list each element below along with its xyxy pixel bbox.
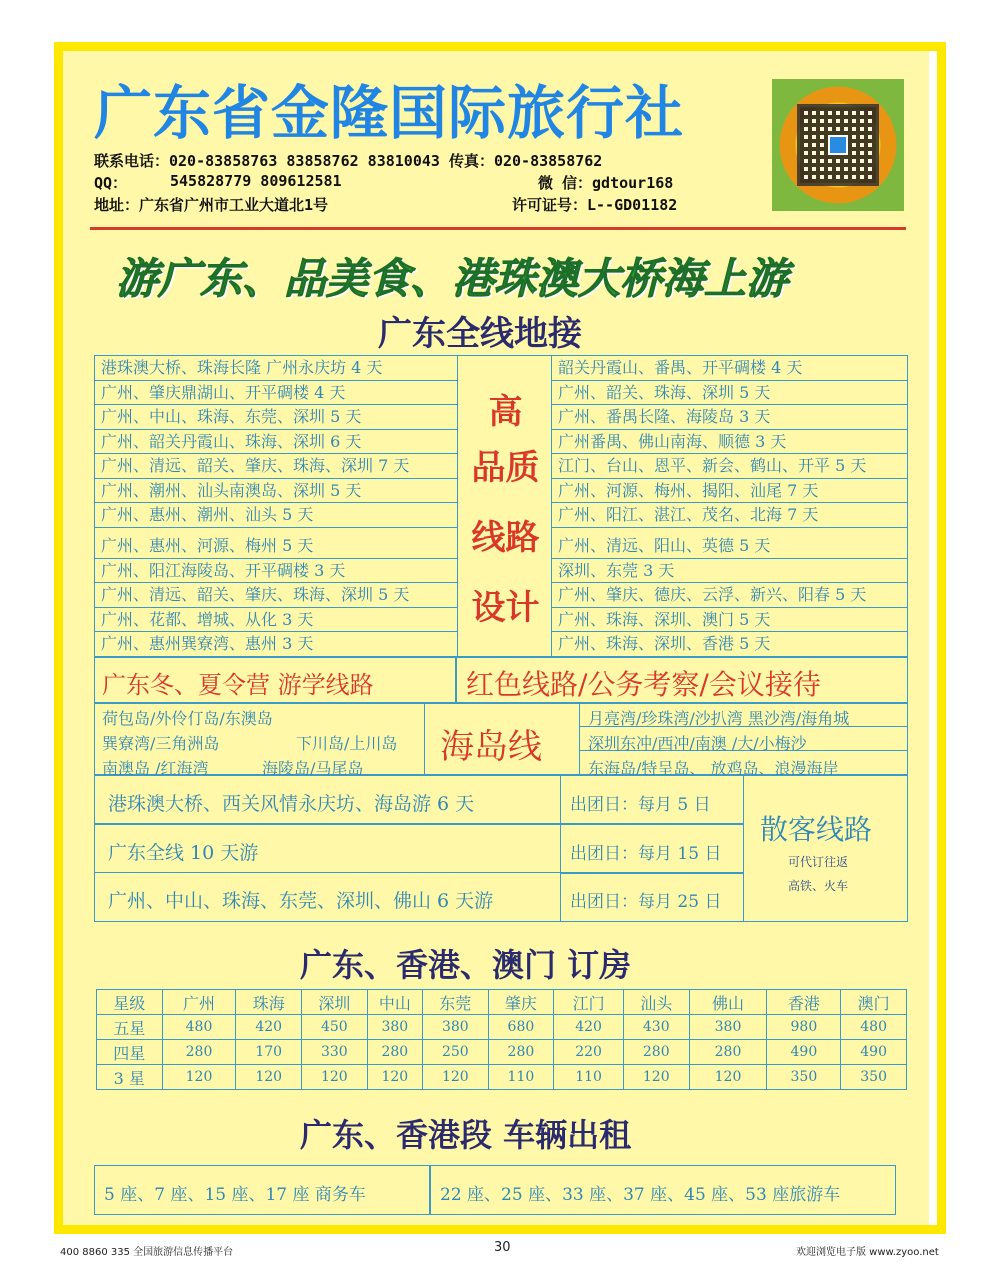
business-car-text: 5 座、7 座、15 座、17 座 商务车 (104, 1185, 366, 1205)
right-route-row: 广州、番禺长隆、海陵岛 3 天 (552, 405, 907, 430)
license-number: 许可证号：L--GD01182 (512, 196, 678, 214)
hotel-price-cell: 480 (841, 1015, 907, 1040)
hotel-price-cell: 420 (554, 1015, 624, 1040)
hotel-price-row (97, 1040, 907, 1065)
section-title-rental: 广东、香港段 车辆出租 (300, 1116, 632, 1154)
island-right-1: 月亮湾/珍珠湾/沙扒湾 黑沙湾/海角城 (588, 709, 850, 728)
island-left-4: 南澳岛 /红海湾 (102, 759, 209, 778)
right-route-row: 广州、珠海、深圳、澳门 5 天 (552, 608, 907, 633)
tour-name-3: 广州、中山、珠海、东莞、深圳、佛山 6 天游 (108, 890, 494, 912)
hotel-price-cell: 490 (767, 1040, 841, 1065)
left-route-row: 广州、惠州巽寮湾、惠州 3 天 (101, 634, 314, 653)
right-route-row: 广州、阳江、湛江、茂名、北海 7 天 (552, 503, 907, 528)
island-right-3: 东海岛/特呈岛、 放鸡岛、浪漫海岸 (588, 759, 839, 778)
hotel-price-cell: 250 (423, 1040, 489, 1065)
left-route-row: 广州、肇庆鼎湖山、开平碉楼 4 天 (95, 381, 457, 406)
hotel-header-row (97, 990, 907, 1015)
left-route-row: 广州、中山、珠海、东莞、深圳 5 天 (95, 405, 457, 430)
hotel-price-cell: 120 (162, 1065, 236, 1090)
scattered-tour-label: 散客线路 (760, 813, 873, 846)
hotel-price-table (96, 989, 907, 1090)
qq-label: QQ： (94, 174, 128, 192)
left-route-row: 广州、清远、韶关、肇庆、珠海、深圳 5 天 (95, 583, 457, 608)
hotel-price-cell: 350 (767, 1065, 841, 1090)
star-rating-cell: 五星 (97, 1015, 163, 1040)
hotel-price-cell: 120 (302, 1065, 368, 1090)
star-rating-cell: 3 星 (97, 1065, 163, 1090)
island-left-3: 下川岛/上川岛 (296, 734, 398, 753)
right-route-row: 广州番禺、佛山南海、顺德 3 天 (552, 430, 907, 455)
booking-note-1: 可代订往返 (788, 855, 849, 869)
quality-text-2: 品质 (471, 448, 540, 488)
footer-hotline: 400 8860 335 全国旅游信息传播平台 (60, 1247, 234, 1258)
hotel-price-row (97, 1065, 907, 1090)
hotel-price-cell: 120 (367, 1065, 422, 1090)
hotel-price-cell: 220 (554, 1040, 624, 1065)
island-left-1: 荷包岛/外伶仃岛/东澳岛 (102, 709, 273, 728)
hotel-price-cell: 280 (162, 1040, 236, 1065)
left-route-row: 广州、清远、韶关、肇庆、珠海、深圳 7 天 (95, 454, 457, 479)
hotel-price-cell: 280 (367, 1040, 422, 1065)
hotel-price-cell: 120 (236, 1065, 302, 1090)
left-route-row: 广州、惠州、潮州、汕头 5 天 (95, 503, 457, 528)
phone-line: 联系电话：020-83858763 83858762 83810043 传真：020-83858762 (94, 152, 603, 170)
hotel-price-cell: 120 (623, 1065, 689, 1090)
header-divider (90, 227, 906, 230)
hotel-header-cell: 广州 (162, 990, 236, 1015)
section-title-hotel: 广东、香港、澳门 订房 (300, 946, 632, 984)
left-route-row: 港珠澳大桥、珠海长隆 广州永庆坊 4 天 (95, 356, 457, 381)
right-route-row: 广州、珠海、深圳、香港 5 天 (558, 634, 771, 653)
qr-code-icon (772, 79, 904, 211)
camp-route-label: 广东冬、夏令营 游学线路 (102, 671, 374, 699)
hotel-header-cell: 珠海 (236, 990, 302, 1015)
hotel-price-cell: 680 (488, 1015, 554, 1040)
depart-date-3: 出团日：每月 25 日 (570, 892, 722, 912)
tour-bus-text: 22 座、25 座、33 座、37 座、45 座、53 座旅游车 (440, 1185, 841, 1205)
hotel-price-cell: 330 (302, 1040, 368, 1065)
hotel-price-cell: 450 (302, 1015, 368, 1040)
page-number: 30 (494, 1240, 511, 1255)
right-route-row: 广州、河源、梅州、揭阳、汕尾 7 天 (552, 479, 907, 504)
qr-logo-icon (828, 135, 848, 155)
hotel-header-cell: 香港 (767, 990, 841, 1015)
hotel-header-cell: 佛山 (689, 990, 767, 1015)
hotel-price-row (97, 1015, 907, 1040)
hotel-price-cell: 980 (767, 1015, 841, 1040)
qq-values: 545828779 809612581 (170, 172, 342, 190)
hotel-header-cell: 东莞 (423, 990, 489, 1015)
route-table (94, 355, 908, 657)
footer-website[interactable]: 欢迎浏览电子版 www.zyoo.net (796, 1247, 939, 1258)
quality-text-4: 设计 (471, 588, 540, 628)
booking-note-2: 高铁、火车 (788, 879, 849, 893)
slogan: 游广东、品美食、港珠澳大桥海上游 (116, 254, 789, 303)
star-rating-cell: 四星 (97, 1040, 163, 1065)
hotel-header-cell: 肇庆 (488, 990, 554, 1015)
right-route-row: 深圳、东莞 3 天 (552, 559, 907, 584)
left-route-row: 广州、潮州、汕头南澳岛、深圳 5 天 (95, 479, 457, 504)
hotel-price-cell: 280 (488, 1040, 554, 1065)
quality-text-3: 线路 (471, 518, 540, 558)
hotel-price-cell: 280 (623, 1040, 689, 1065)
hotel-price-cell: 350 (841, 1065, 907, 1090)
hotel-price-cell: 110 (554, 1065, 624, 1090)
hotel-header-cell: 深圳 (302, 990, 368, 1015)
right-route-row: 广州、韶关、珠海、深圳 5 天 (552, 381, 907, 406)
hotel-price-cell: 170 (236, 1040, 302, 1065)
quality-text-1: 高 (488, 392, 523, 432)
depart-date-1: 出团日：每月 5 日 (570, 795, 711, 815)
section-title-local: 广东全线地接 (378, 314, 582, 354)
hotel-price-cell: 380 (423, 1015, 489, 1040)
left-route-row: 广州、花都、增城、从化 3 天 (95, 608, 457, 633)
island-left-5: 海陵岛/马尾岛 (262, 759, 364, 778)
tour-name-1: 港珠澳大桥、西关风情永庆坊、海岛游 6 天 (108, 793, 475, 815)
island-left-2: 巽寮湾/三角洲岛 (102, 734, 220, 753)
address: 地址：广东省广州市工业大道北1号 (94, 196, 329, 214)
hotel-price-cell: 280 (689, 1040, 767, 1065)
hotel-header-cell: 星级 (97, 990, 163, 1015)
right-route-row: 广州、清远、阳山、英德 5 天 (552, 534, 907, 559)
hotel-price-cell: 110 (488, 1065, 554, 1090)
depart-date-2: 出团日：每月 15 日 (570, 844, 722, 864)
hotel-price-cell: 480 (162, 1015, 236, 1040)
left-route-row: 广州、阳江海陵岛、开平碉楼 3 天 (95, 559, 457, 584)
hotel-price-cell: 430 (623, 1015, 689, 1040)
hotel-price-cell: 490 (841, 1040, 907, 1065)
hotel-price-cell: 380 (367, 1015, 422, 1040)
hotel-header-cell: 中山 (367, 990, 422, 1015)
hotel-price-cell: 120 (689, 1065, 767, 1090)
agency-title: 广东省金隆国际旅行社 (94, 79, 685, 147)
right-route-row: 广州、肇庆、德庆、云浮、新兴、阳春 5 天 (552, 583, 907, 608)
quality-column (457, 356, 552, 656)
wechat-id: 微 信：gdtour168 (538, 174, 674, 192)
right-route-row: 韶关丹霞山、番禺、开平碉楼 4 天 (552, 356, 907, 381)
hotel-price-cell: 120 (423, 1065, 489, 1090)
island-line-label: 海岛线 (440, 727, 542, 767)
hotel-header-cell: 澳门 (841, 990, 907, 1015)
hotel-header-cell: 江门 (554, 990, 624, 1015)
island-right-2: 深圳东冲/西冲/南澳 /大/小梅沙 (588, 734, 807, 753)
hotel-header-cell: 汕头 (623, 990, 689, 1015)
hotel-price-cell: 380 (689, 1015, 767, 1040)
left-route-row: 广州、韶关丹霞山、珠海、深圳 6 天 (95, 430, 457, 455)
right-route-row: 江门、台山、恩平、新会、鹤山、开平 5 天 (552, 454, 907, 479)
business-route-label: 红色线路/公务考察/会议接待 (466, 668, 821, 701)
hotel-price-cell: 420 (236, 1015, 302, 1040)
left-route-row: 广州、惠州、河源、梅州 5 天 (95, 534, 457, 559)
tour-name-2: 广东全线 10 天游 (108, 842, 259, 864)
